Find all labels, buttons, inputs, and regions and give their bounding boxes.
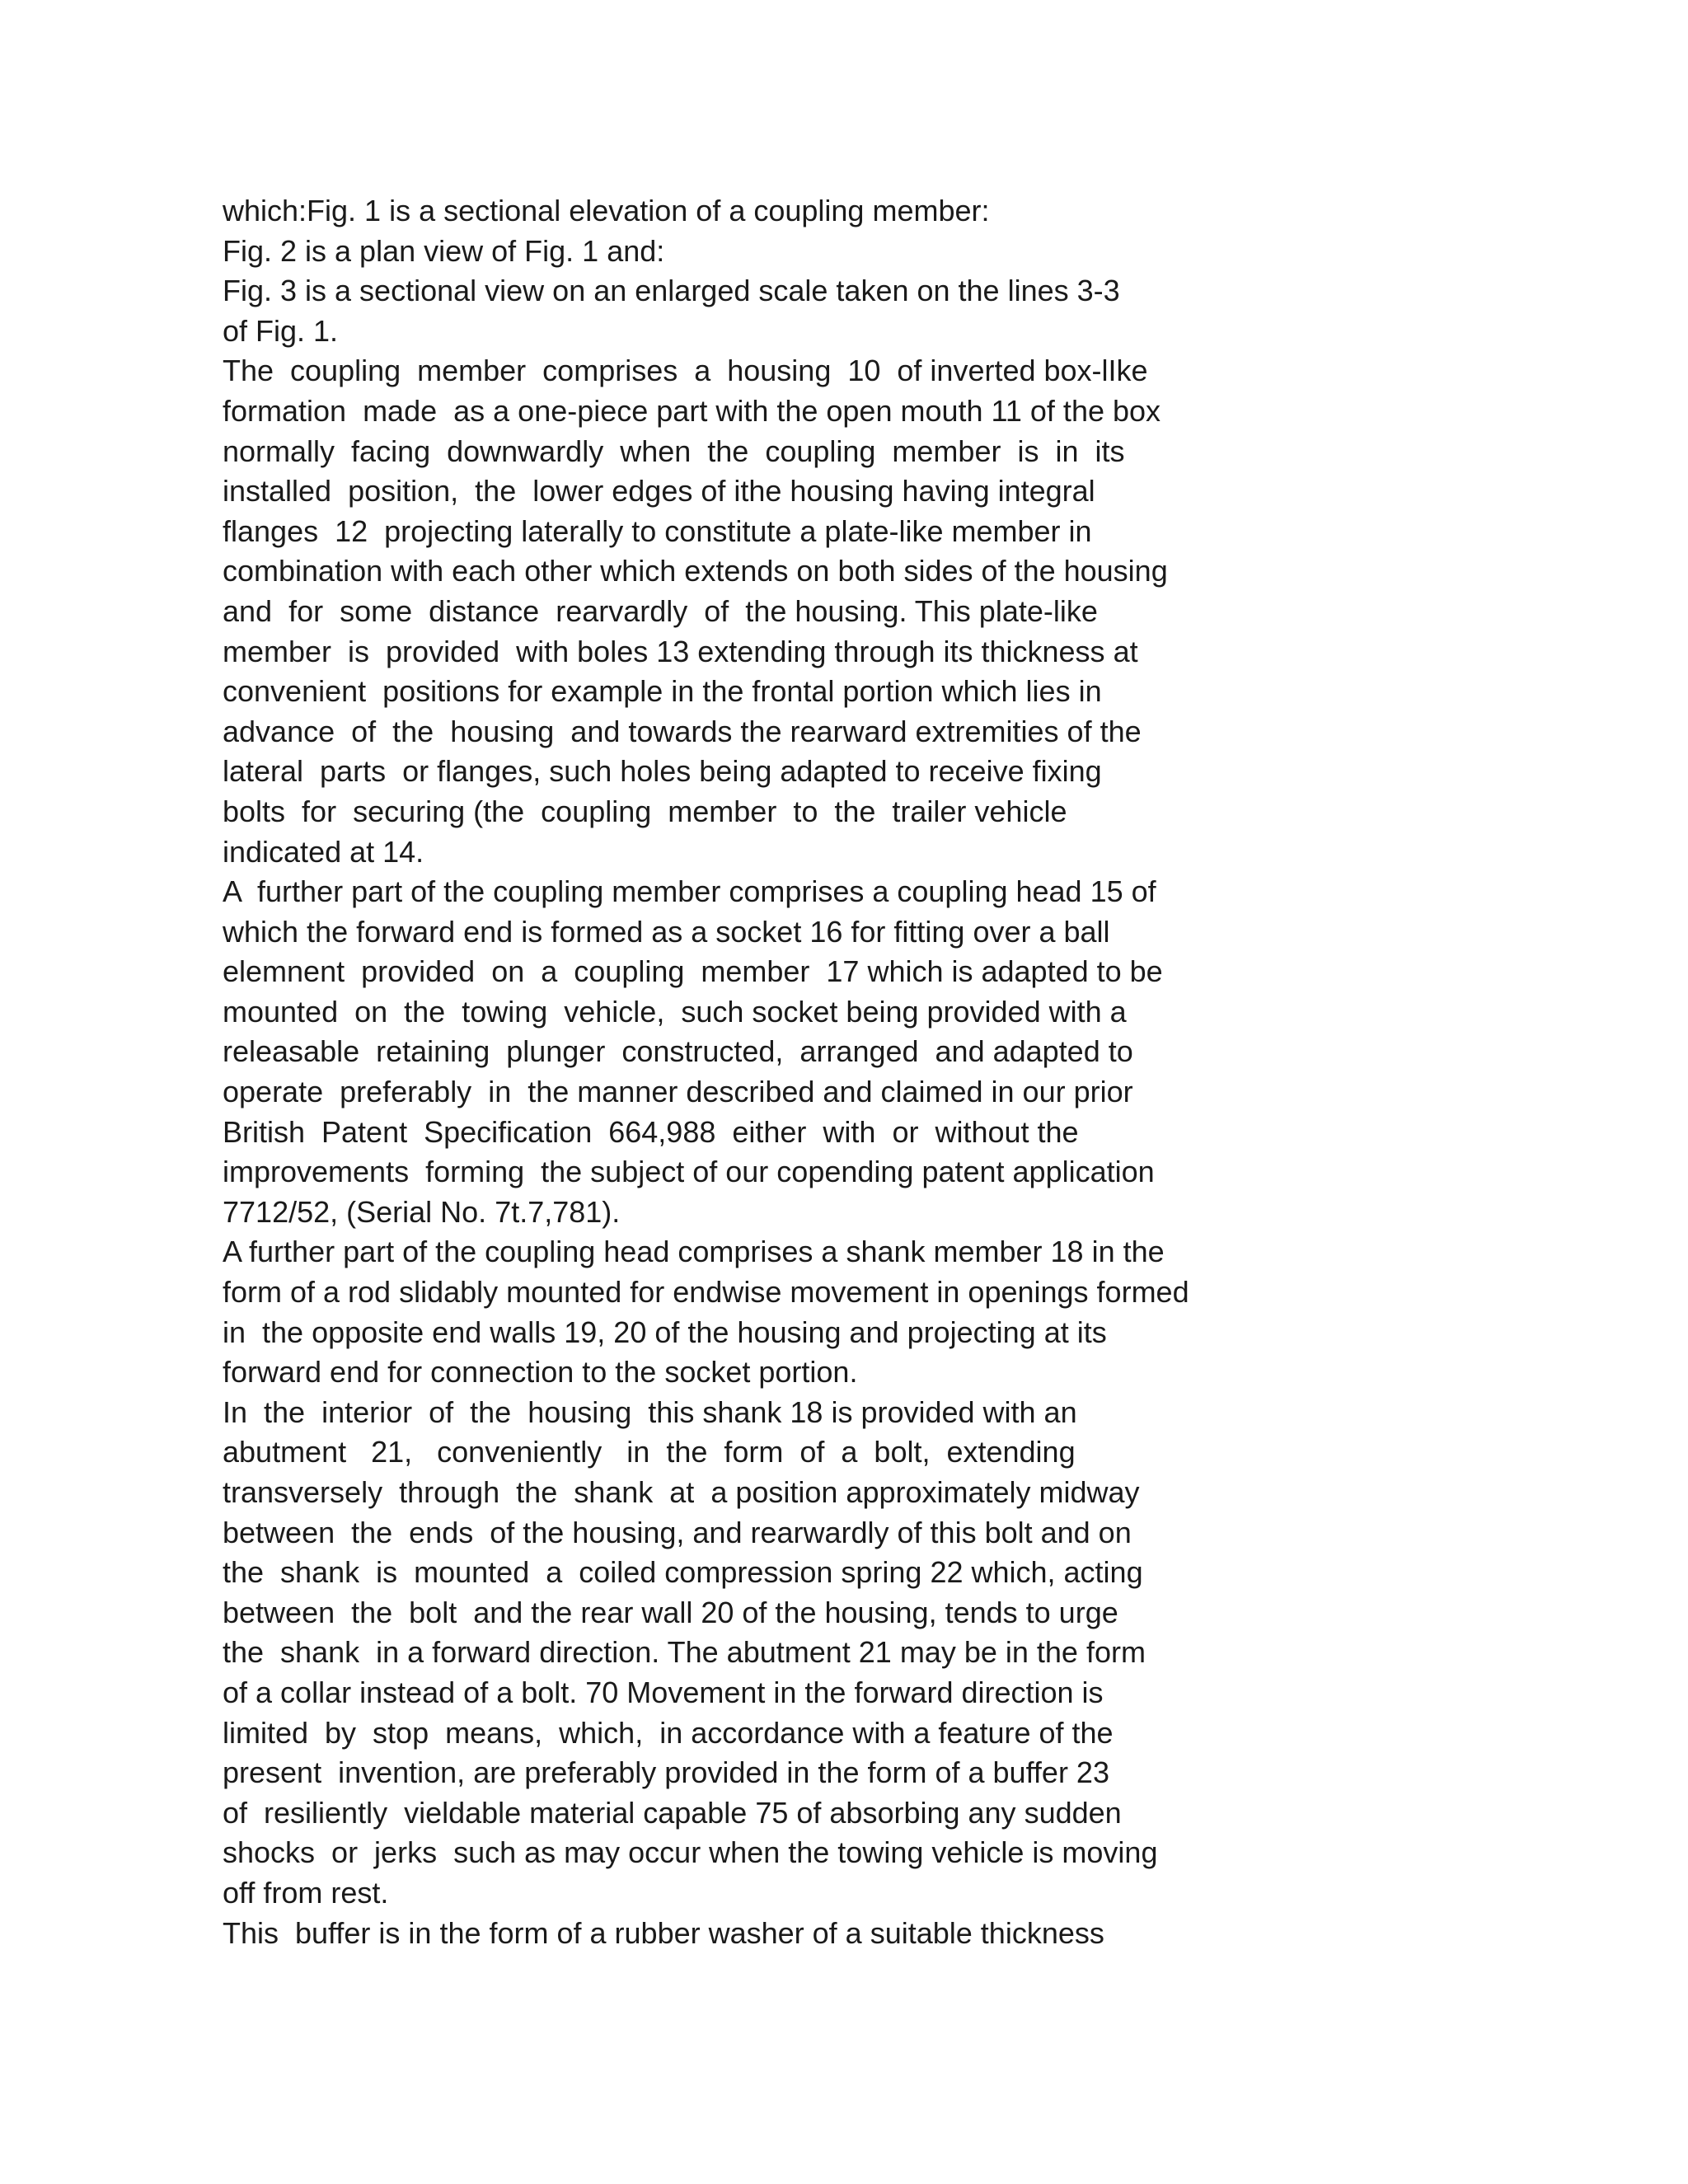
text-line: off from rest.: [223, 1875, 389, 1910]
text-line: Fig. 2 is a plan view of Fig. 1 and:: [223, 233, 665, 268]
text-line: lateral parts or flanges, such holes being adapted to receive fixing: [223, 754, 1102, 789]
text-line: of Fig. 1.: [223, 313, 339, 348]
text-line: shocks or jerks such as may occur when the towing vehicle is moving: [223, 1835, 1158, 1870]
text-line: forward end for connection to the socket portion.: [223, 1355, 858, 1390]
text-line: releasable retaining plunger constructed, arranged and adapted to: [223, 1034, 1133, 1069]
text-line: abutment 21, conveniently in the form of a bolt, extending: [223, 1435, 1076, 1469]
text-line: present invention, are preferably provided in the form of a buffer 23: [223, 1755, 1109, 1790]
text-line: member is provided with boles 13 extending through its thickness at: [223, 634, 1138, 668]
text-line: the shank is mounted a coiled compression spring 22 which, acting: [223, 1555, 1143, 1590]
text-line: In the interior of the housing this shank 18 is provided with an: [223, 1394, 1077, 1429]
text-line: This buffer is in the form of a rubber washer of a suitable thickness: [223, 1915, 1104, 1950]
text-line: Fig. 3 is a sectional view on an enlarged scale taken on the lines 3-3: [223, 274, 1120, 308]
text-line: improvements forming the subject of our copending patent application: [223, 1155, 1155, 1189]
text-line: 7712/52, (Serial No. 7t.7,781).: [223, 1194, 621, 1229]
text-line: flanges 12 projecting laterally to constitute a plate-like member in: [223, 513, 1092, 548]
body-text: [223, 191, 1253, 1953]
text-line: elemnent provided on a coupling member 17 which is adapted to be: [223, 954, 1163, 989]
text-line: mounted on the towing vehicle, such socket being provided with a: [223, 994, 1127, 1029]
text-line: advance of the housing and towards the rearward extremities of the: [223, 714, 1142, 748]
text-line: which the forward end is formed as a socket 16 for fitting over a ball: [223, 914, 1110, 949]
text-line: bolts for securing (the coupling member to the trailer vehicle: [223, 794, 1067, 828]
text-line: between the bolt and the rear wall 20 of the housing, tends to urge: [223, 1595, 1118, 1629]
text-line: which:Fig. 1 is a sectional elevation of a coupling member:: [223, 194, 990, 227]
text-line: the shank in a forward direction. The abutment 21 may be in the form: [223, 1635, 1146, 1670]
text-line: of a collar instead of a bolt. 70 Movement in the forward direction is: [223, 1675, 1104, 1709]
text-line: form of a rod slidably mounted for endwise movement in openings formed: [223, 1275, 1189, 1310]
text-line: convenient positions for example in the frontal portion which lies in: [223, 674, 1102, 709]
text-line: normally facing downwardly when the coupling member is in its: [223, 434, 1125, 468]
text-line: limited by stop means, which, in accordance with a feature of the: [223, 1715, 1114, 1750]
text-line: operate preferably in the manner described and claimed in our prior: [223, 1075, 1133, 1109]
text-line: indicated at 14.: [223, 834, 424, 869]
text-line: combination with each other which extends on both sides of the housing: [223, 554, 1168, 588]
text-line: A further part of the coupling member comprises a coupling head 15 of: [223, 874, 1156, 909]
text-line: installed position, the lower edges of ithe housing having integral: [223, 474, 1095, 509]
text-line: in the opposite end walls 19, 20 of the housing and projecting at its: [223, 1315, 1107, 1349]
text-line: and for some distance rearvardly of the housing. This plate-like: [223, 593, 1098, 628]
text-line: transversely through the shank at a position approximately midway: [223, 1475, 1140, 1509]
text-line: formation made as a one-piece part with the open mouth 11 of the box: [223, 393, 1161, 428]
text-line: between the ends of the housing, and rearwardly of this bolt and on: [223, 1515, 1132, 1549]
text-line: of resiliently vieldable material capable 75 of absorbing any sudden: [223, 1795, 1122, 1830]
text-line: A further part of the coupling head comprises a shank member 18 in the: [223, 1235, 1165, 1269]
text-line: British Patent Specification 664,988 either with or without the: [223, 1114, 1079, 1149]
text-line: The coupling member comprises a housing 10 of inverted box-lIke: [223, 354, 1148, 388]
